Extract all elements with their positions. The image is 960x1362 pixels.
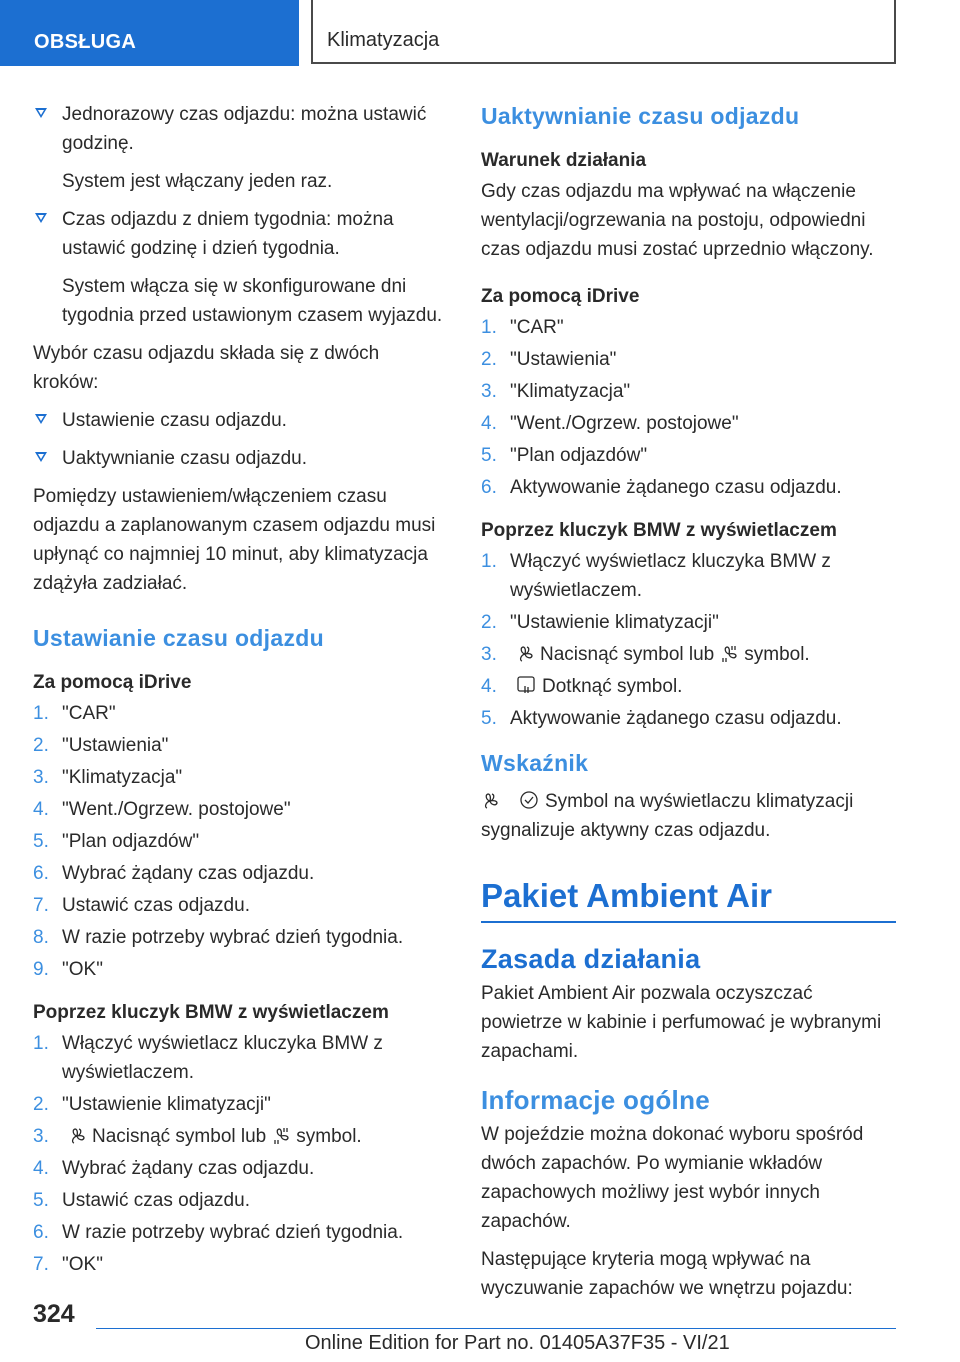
- section-heading: Zasada działania: [481, 944, 701, 974]
- paragraph: Następujące kryteria mogą wpływać na wyczuwanie zapachów we wnętrzu pojazdu:: [481, 1249, 853, 1299]
- page-header: [0, 0, 960, 66]
- step-number: 1.: [481, 317, 497, 338]
- subheading: Poprzez kluczyk BMW z wyświetlaczem: [33, 1002, 389, 1023]
- step-number: 2.: [33, 1094, 49, 1115]
- right-column: [481, 100, 896, 1312]
- section-heading: Ustawianie czasu odjazdu: [33, 625, 324, 651]
- subheading: Za pomocą iDrive: [33, 672, 192, 693]
- list-item: [33, 1090, 448, 1119]
- step-number: 6.: [33, 863, 49, 884]
- step-number: 2.: [481, 349, 497, 370]
- list-item: [33, 1029, 448, 1087]
- step-number: 5.: [481, 708, 497, 729]
- bullet-text: Uaktywnianie czasu odjazdu.: [62, 448, 308, 469]
- left-column: [33, 100, 448, 1293]
- list-item: [481, 441, 896, 470]
- subheading: Poprzez kluczyk BMW z wyświetlaczem: [481, 520, 837, 541]
- bullet-text: Jednorazowy czas odjazdu: można ustawić godzinę.: [62, 104, 427, 154]
- idrive-steps-list: [33, 699, 448, 984]
- list-item: [481, 547, 896, 605]
- step-text: "Ustawienia": [510, 349, 617, 370]
- step-number: 4.: [33, 1158, 49, 1179]
- step-number: 7.: [33, 1254, 49, 1275]
- list-item: [481, 704, 896, 733]
- step-number: 1.: [481, 551, 497, 572]
- paragraph: Pakiet Ambient Air pozwala oczyszczać powietrze w kabinie i perfumować je wybranymi zapachami.: [481, 983, 882, 1062]
- fan-heat-icon: [720, 645, 738, 663]
- step-number: 5.: [481, 445, 497, 466]
- fan-icon: [516, 645, 534, 663]
- paragraph: Wybór czasu odjazdu składa się z dwóch kroków:: [33, 343, 380, 393]
- paragraph: [481, 787, 896, 845]
- step-text: "Klimatyzacja": [62, 767, 183, 788]
- step-text: W razie potrzeby wybrać dzień tygodnia.: [62, 927, 404, 948]
- list-item: [33, 859, 448, 888]
- list-item: [33, 731, 448, 760]
- step-number: 3.: [481, 381, 497, 402]
- step-text: W razie potrzeby wybrać dzień tygodnia.: [62, 1222, 404, 1243]
- list-item: [481, 608, 896, 637]
- step-number: 5.: [33, 1190, 49, 1211]
- list-item: [33, 1250, 448, 1279]
- step-text: Ustawić czas odjazdu.: [62, 895, 250, 916]
- section-tab: OBSŁUGA: [0, 0, 299, 66]
- section-heading: Wskaźnik: [481, 750, 589, 776]
- step-text: symbol.: [744, 644, 810, 665]
- list-item: [481, 345, 896, 374]
- subheading: Warunek działania: [481, 150, 647, 171]
- step-text: "CAR": [62, 703, 116, 724]
- step-text: "OK": [62, 959, 103, 980]
- list-item: [481, 672, 896, 701]
- fan-icon: [481, 792, 499, 810]
- list-item: [33, 1154, 448, 1183]
- paragraph: Gdy czas odjazdu ma wpływać na włączenie wentylacji/ogrzewania na postoju, odpowiedni czas odjazdu musi zostać uprzednio włączony.: [481, 181, 874, 260]
- step-text: Aktywowanie żądanego czasu odjazdu.: [510, 477, 842, 498]
- step-number: 4.: [481, 413, 497, 434]
- paragraph-text: Symbol na wyświetlaczu klimatyzacji: [545, 791, 854, 812]
- step-number: 6.: [481, 477, 497, 498]
- list-item: [481, 640, 896, 669]
- list-item: [481, 313, 896, 342]
- list-item: [33, 795, 448, 824]
- touch-screen-icon: [516, 675, 536, 695]
- step-text: "Ustawienia": [62, 735, 169, 756]
- bullet-text: Czas odjazdu z dniem tygodnia: można ustawić godzinę i dzień tygodnia.: [62, 209, 394, 259]
- section-heading: Uaktywnianie czasu odjazdu: [481, 103, 800, 129]
- step-number: 8.: [33, 927, 49, 948]
- step-text: "Went./Ogrzew. postojowe": [62, 799, 291, 820]
- list-item: [33, 763, 448, 792]
- list-item: [33, 1186, 448, 1215]
- subheading: Za pomocą iDrive: [481, 286, 640, 307]
- list-item: [33, 827, 448, 856]
- page-number: 324: [33, 1300, 75, 1328]
- triangle-bullet-icon: [35, 213, 47, 223]
- bullet-subtext: System włącza się w skonfigurowane dni tygodnia przed ustawionym czasem wyjazdu.: [62, 276, 443, 326]
- paragraph: Pomiędzy ustawieniem/włączeniem czasu odjazdu a zaplanowanym czasem odjazdu musi upłynąć co najmniej 10 minut, aby klimatyzacja zdążyła zadziałać.: [33, 486, 436, 594]
- triangle-bullet-icon: [35, 414, 47, 424]
- step-text: Włączyć wyświetlacz kluczyka BMW z wyświetlaczem.: [510, 551, 831, 601]
- step-number: 1.: [33, 703, 49, 724]
- bullet-item: [33, 444, 448, 473]
- step-number: 3.: [33, 1126, 49, 1147]
- paragraph-text: sygnalizuje aktywny czas odjazdu.: [481, 820, 771, 841]
- step-text: Nacisnąć symbol lub: [92, 1126, 267, 1147]
- list-item: [481, 409, 896, 438]
- key-steps-list: [33, 1029, 448, 1279]
- fan-heat-icon: [272, 1127, 290, 1145]
- step-text: Aktywowanie żądanego czasu odjazdu.: [510, 708, 842, 729]
- clock-check-icon: [519, 790, 539, 810]
- step-text: "Klimatyzacja": [510, 381, 631, 402]
- chapter-heading: Pakiet Ambient Air: [481, 877, 772, 914]
- list-item: [33, 1122, 448, 1151]
- step-number: 6.: [33, 1222, 49, 1243]
- section-heading: Informacje ogólne: [481, 1085, 711, 1115]
- step-text: "Ustawienie klimatyzacji": [510, 612, 719, 633]
- step-text: "Plan odjazdów": [510, 445, 648, 466]
- step-number: 5.: [33, 831, 49, 852]
- list-item: [481, 473, 896, 502]
- step-text: "Plan odjazdów": [62, 831, 200, 852]
- chapter-heading-block: [481, 873, 896, 923]
- list-item: [33, 699, 448, 728]
- triangle-bullet-icon: [35, 108, 47, 118]
- idrive-steps-list: [481, 313, 896, 502]
- step-text: Dotknąć symbol.: [542, 676, 683, 697]
- step-text: "OK": [62, 1254, 103, 1275]
- paragraph: W pojeździe można dokonać wyboru spośród dwóch zapachów. Po wymianie wkładów zapachowych możliwy jest wybór innych zapachów.: [481, 1124, 864, 1232]
- edition-note: Online Edition for Part no. 01405A37F35 - VI/21: [305, 1332, 730, 1354]
- bullet-subtext: System jest włączany jeden raz.: [62, 171, 333, 192]
- list-item: [33, 1218, 448, 1247]
- list-item: [33, 891, 448, 920]
- key-steps-list: [481, 547, 896, 733]
- step-text: Włączyć wyświetlacz kluczyka BMW z wyświetlaczem.: [62, 1033, 383, 1083]
- step-number: 1.: [33, 1033, 49, 1054]
- fan-icon: [68, 1127, 86, 1145]
- step-text: symbol.: [296, 1126, 362, 1147]
- bullet-text: Ustawienie czasu odjazdu.: [62, 410, 287, 431]
- bullet-item: [33, 205, 448, 263]
- bullet-item: [33, 406, 448, 435]
- step-number: 2.: [481, 612, 497, 633]
- step-text: "Ustawienie klimatyzacji": [62, 1094, 271, 1115]
- step-number: 9.: [33, 959, 49, 980]
- list-item: [481, 377, 896, 406]
- list-item: [33, 923, 448, 952]
- step-number: 4.: [481, 676, 497, 697]
- triangle-bullet-icon: [35, 452, 47, 462]
- step-text: "Went./Ogrzew. postojowe": [510, 413, 739, 434]
- step-text: Ustawić czas odjazdu.: [62, 1190, 250, 1211]
- footer-divider: [96, 1328, 896, 1329]
- chapter-tab: Klimatyzacja: [311, 0, 896, 64]
- bullet-item: [33, 100, 448, 158]
- step-text: Wybrać żądany czas odjazdu.: [62, 1158, 315, 1179]
- list-item: [33, 955, 448, 984]
- step-text: Nacisnąć symbol lub: [540, 644, 715, 665]
- step-number: 4.: [33, 799, 49, 820]
- step-number: 3.: [481, 644, 497, 665]
- step-text: Wybrać żądany czas odjazdu.: [62, 863, 315, 884]
- step-text: "CAR": [510, 317, 564, 338]
- step-number: 3.: [33, 767, 49, 788]
- step-number: 7.: [33, 895, 49, 916]
- step-number: 2.: [33, 735, 49, 756]
